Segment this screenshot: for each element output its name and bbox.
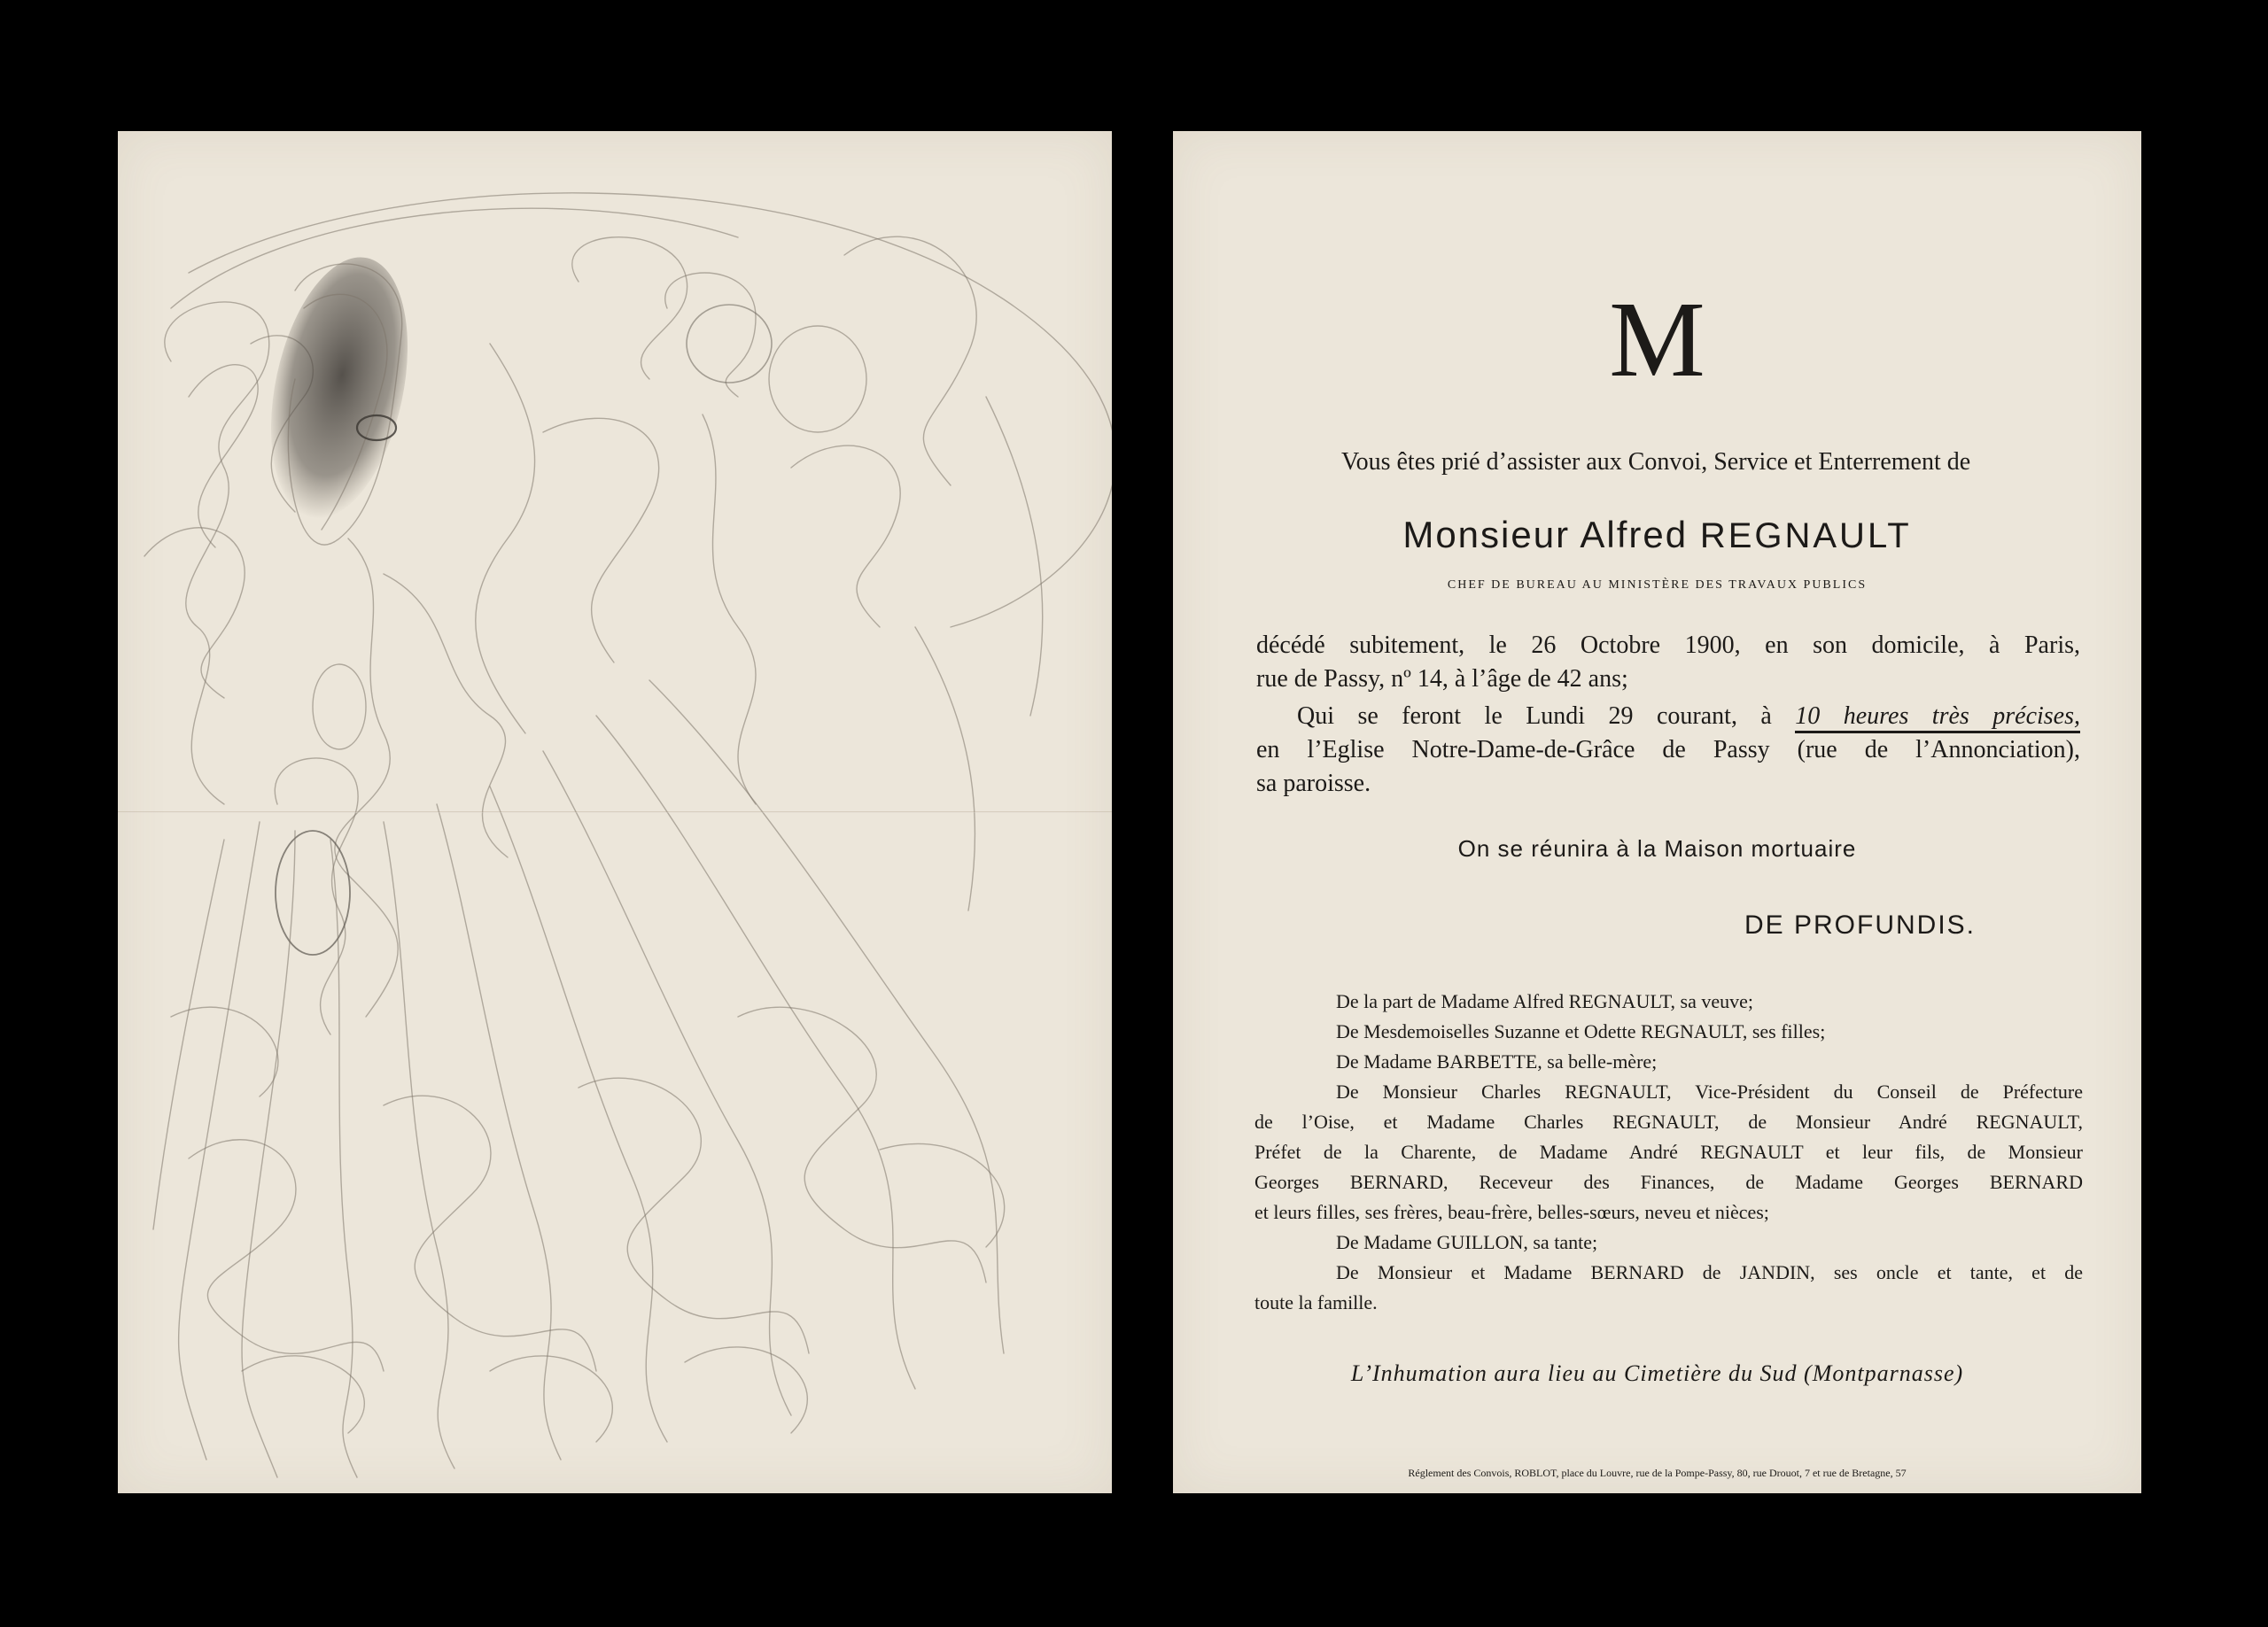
family-line: toute la famille. [1254,1291,1378,1313]
inhumation-line: L’Inhumation aura lieu au Cimetière du Sud (Montparnasse) [1350,1360,1964,1386]
family-line: de l’Oise, et Madame Charles REGNAULT, de Monsieur André REGNAULT, [1254,1111,2083,1133]
deceased-surname: REGNAULT [1699,516,1912,555]
notice-body-line: sa paroisse. [1256,770,1371,797]
pencil-drawing-sheet [118,131,1112,1493]
family-line: De Madame GUILLON, sa tante; [1336,1231,1598,1253]
deceased-name [1173,514,2141,556]
deceased-title: CHEF DE BUREAU AU MINISTÈRE DES TRAVAUX PUBLICS [1447,578,1868,592]
reunion-line: On se réunira à la Maison mortuaire [1457,835,1857,862]
funeral-notice-sheet [1173,131,2141,1493]
paper-fold-line [118,811,1112,813]
deceased-prefix: Monsieur Alfred [1402,514,1689,555]
notice-initial: M [1609,280,1705,399]
ceremony-day: Qui se feront le Lundi 29 courant, à [1297,702,1772,730]
notice-body-line: rue de Passy, nº 14, à l’âge de 42 ans; [1256,665,1628,693]
family-line: Préfet de la Charente, de Madame André REGNAULT et leur fils, de Monsieur [1254,1141,2083,1163]
de-profundis: DE PROFUNDIS. [1744,910,1977,940]
family-line: De Monsieur et Madame BERNARD de JANDIN, ses oncle et tante, et de [1336,1261,2083,1283]
family-line: Georges BERNARD, Receveur des Finances, de Madame Georges BERNARD [1254,1171,2083,1193]
notice-intro: Vous êtes prié d’assister aux Convoi, Service et Enterrement de [1341,448,1971,476]
family-line: De Madame BARBETTE, sa belle-mère; [1336,1050,1658,1073]
notice-body-line: en l’Eglise Notre-Dame-de-Grâce de Passy (rue de l’Annonciation), [1256,736,2080,763]
printer-footer: Réglement des Convois, ROBLOT, place du Louvre, rue de la Pompe-Passy, 80, rue Drouot, 7 et rue de Bretagne, 57 [1408,1467,1907,1479]
notice-body-line: décédé subitement, le 26 Octobre 1900, en son domicile, à Paris, [1256,631,2080,659]
ceremony-hour: 10 heures très précises, [1795,702,2080,733]
family-line: De Mesdemoiselles Suzanne et Odette REGNAULT, ses filles; [1336,1020,1826,1042]
family-line: De Monsieur Charles REGNAULT, Vice-Président du Conseil de Préfecture [1336,1081,2083,1103]
family-line: De la part de Madame Alfred REGNAULT, sa veuve; [1336,990,1754,1012]
family-line: et leurs filles, ses frères, beau-frère, belles-sœurs, neveu et nièces; [1254,1201,1769,1223]
notice-body-line [1297,702,2080,731]
